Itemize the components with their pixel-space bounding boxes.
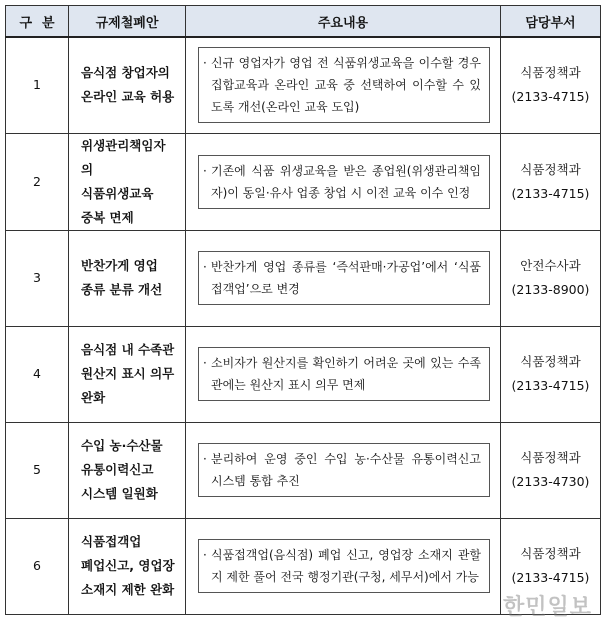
bullet-icon: · (203, 163, 207, 178)
department-name: 식품정책과 (520, 546, 581, 561)
regulation-table (5, 5, 601, 615)
regulation-content-text: 신규 영업자가 영업 전 식품위생교육을 이수할 경우 집합교육과 온라인 교육 중 선택하여 이수할 수 있도록 개선(온라인 교육 도입) (211, 56, 481, 115)
department-cell (501, 230, 601, 326)
department-phone: (2133-4715) (511, 570, 590, 585)
department-cell (501, 37, 601, 133)
regulation-title-line: 유통이력신고 (81, 462, 154, 477)
department-name: 안전수사과 (520, 258, 581, 273)
regulation-title (69, 422, 186, 518)
department-phone: (2133-4715) (511, 185, 590, 201)
regulation-title-line: 식품접객업 (81, 534, 142, 549)
row-number: 6 (6, 518, 69, 614)
watermark: 한민일보 (502, 595, 592, 620)
regulation-title-line: 반찬가게 영업 (81, 258, 158, 273)
table-row (6, 326, 601, 422)
department-cell (501, 422, 601, 518)
bullet-icon: · (203, 452, 207, 466)
regulation-title-line: 중복 면제 (81, 209, 134, 225)
regulation-title-line: 종류 분류 개선 (81, 282, 163, 297)
regulation-content-cell (186, 230, 501, 326)
department-phone: (2133-4715) (511, 378, 590, 393)
department-phone: (2133-4730) (511, 474, 590, 489)
regulation-title-line: 위생관리책임자의 (81, 137, 166, 177)
regulation-content-box (198, 443, 490, 497)
regulation-content-text: 분리하여 운영 중인 수입 농·수산물 유통이력신고 시스템 통합 추진 (211, 452, 481, 488)
department-name: 식품정책과 (520, 450, 581, 465)
regulation-title-line: 음식점 내 수족관 (81, 342, 175, 357)
regulation-title (69, 518, 186, 614)
regulation-title-line: 시스템 일원화 (81, 486, 158, 501)
regulation-title (69, 133, 186, 230)
regulation-content-cell (186, 37, 501, 133)
regulation-content-cell (186, 326, 501, 422)
row-number: 1 (6, 37, 69, 133)
header-dept: 담당부서 (501, 6, 601, 38)
regulation-content-cell (186, 518, 501, 614)
table-row (6, 422, 601, 518)
regulation-content-text: 식품접객업(음식점) 폐업 신고, 영업장 소재지 관할지 제한 풀어 전국 행정기관(구청, 세무서)에서 가능 (211, 548, 481, 584)
regulation-content-box (198, 251, 490, 305)
row-number: 3 (6, 230, 69, 326)
regulation-content-box (198, 347, 490, 401)
regulation-title-line: 완화 (81, 390, 106, 405)
regulation-content-box (198, 47, 490, 123)
header-row (6, 6, 601, 38)
regulation-title-line: 수입 농·수산물 (81, 438, 163, 453)
department-phone: (2133-4715) (511, 89, 590, 105)
bullet-icon: · (203, 356, 207, 370)
regulation-title (69, 230, 186, 326)
department-name: 식품정책과 (520, 354, 581, 369)
table-row (6, 133, 601, 230)
regulation-content-box (198, 155, 490, 209)
header-title: 규제철폐안 (69, 6, 186, 38)
department-name: 식품정책과 (520, 65, 581, 81)
department-name: 식품정책과 (520, 161, 581, 177)
regulation-title-line: 원산지 표시 의무 (81, 366, 175, 381)
table-row (6, 230, 601, 326)
bullet-icon: · (203, 548, 207, 562)
department-cell (501, 326, 601, 422)
header-no: 구분 (6, 6, 69, 38)
department-cell (501, 133, 601, 230)
regulation-title-line: 온라인 교육 허용 (81, 89, 175, 105)
regulation-content-box (198, 539, 490, 593)
row-number: 5 (6, 422, 69, 518)
regulation-title-line: 음식점 창업자의 (81, 65, 170, 81)
regulation-title (69, 326, 186, 422)
regulation-content-text: 기존에 식품 위생교육을 받은 종업원(위생관리책임자)이 동일·유사 업종 창업 시 이전 교육 이수 인정 (211, 163, 481, 200)
header-content: 주요내용 (186, 6, 501, 38)
table-row (6, 37, 601, 133)
regulation-content-text: 소비자가 원산지를 확인하기 어려운 곳에 있는 수족관에는 원산지 표시 의무 면제 (211, 356, 481, 392)
row-number: 2 (6, 133, 69, 230)
regulation-title-line: 폐업신고, 영업장 (81, 558, 175, 573)
regulation-content-cell (186, 133, 501, 230)
bullet-icon: · (203, 260, 207, 274)
regulation-title (69, 37, 186, 133)
regulation-title-line: 식품위생교육 (81, 185, 154, 201)
regulation-title-line: 소재지 제한 완화 (81, 582, 175, 597)
regulation-content-cell (186, 422, 501, 518)
department-phone: (2133-8900) (511, 282, 590, 297)
bullet-icon: · (203, 56, 207, 71)
row-number: 4 (6, 326, 69, 422)
regulation-content-text: 반찬가게 영업 종류를 ‘즉석판매·가공업’에서 ‘식품접객업’으로 변경 (211, 260, 481, 296)
